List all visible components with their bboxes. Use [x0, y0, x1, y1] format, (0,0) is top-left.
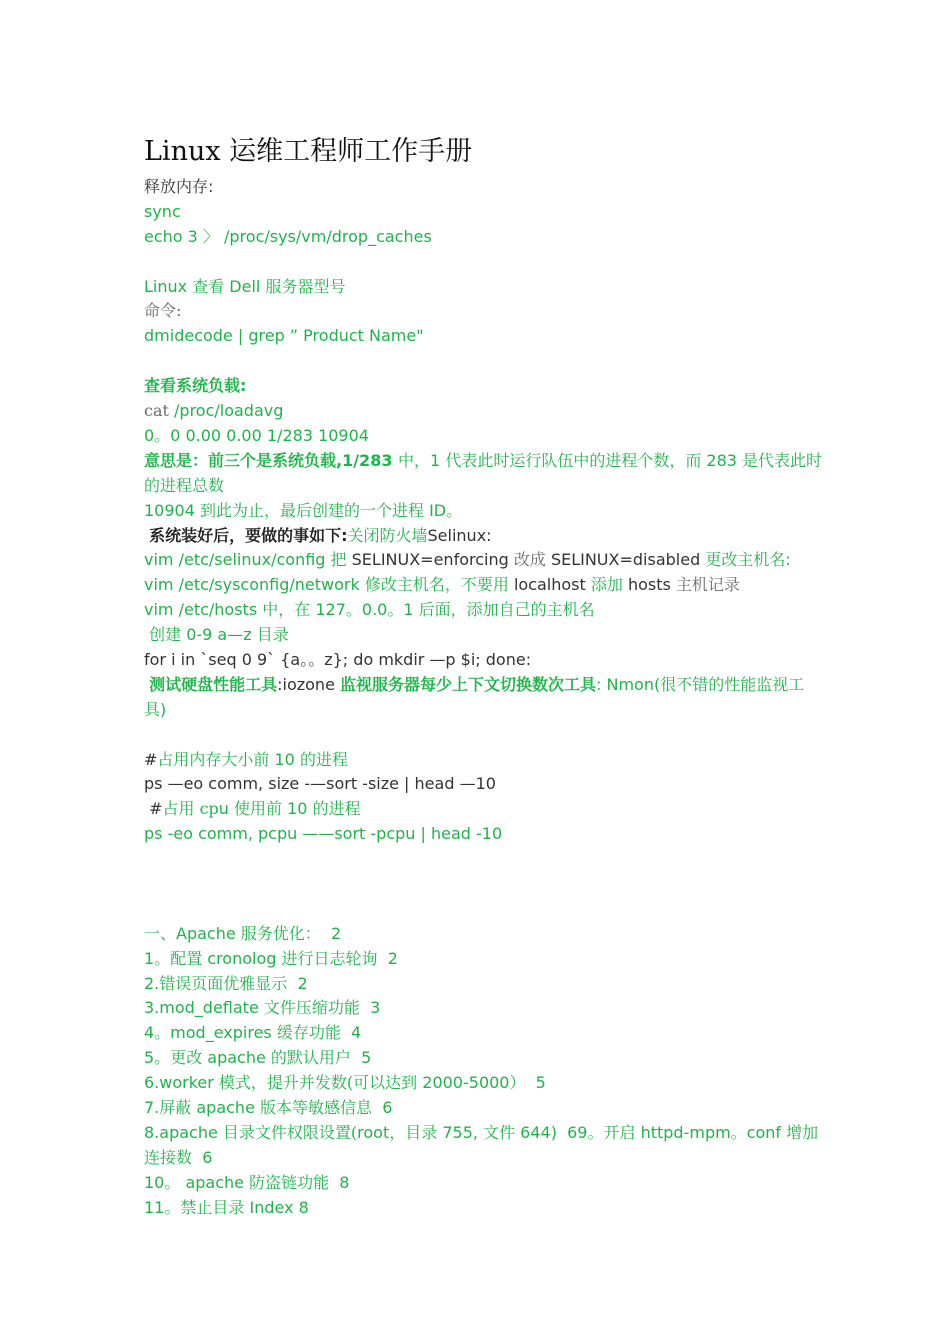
- spacer: [144, 723, 824, 748]
- mem-top-comment: #占用内存大小前 10 的进程: [144, 749, 348, 769]
- cpu-top-command: ps -eo comm, pcpu ——sort -pcpu | head -10: [144, 824, 503, 844]
- loadavg-command: cat /proc/loadavg: [144, 401, 284, 421]
- toc-entry[interactable]: 7.屏蔽 apache 版本等敏感信息 6: [144, 1098, 393, 1118]
- toc-entry[interactable]: 5。更改 apache 的默认用户 5: [144, 1048, 372, 1068]
- load-heading: 查看系统负载:: [144, 376, 247, 396]
- toc-entry[interactable]: 4。mod_expires 缓存功能 4: [144, 1023, 362, 1043]
- toc-entry[interactable]: 1。配置 cronolog 进行日志轮询 2: [144, 948, 398, 968]
- perf-tools-line: 测试硬盘性能工具:iozone 监视服务器每少上下文切换数次工具: Nmon(很不错的性能监视工具): [144, 674, 805, 719]
- dell-heading: Linux 查看 Dell 服务器型号: [144, 276, 346, 296]
- spacer: [144, 349, 824, 374]
- selinux-config-line: vim /etc/selinux/config 把 SELINUX=enforcing 改成 SELINUX=disabled 更改主机名:: [144, 550, 791, 570]
- spacer: [144, 250, 824, 275]
- create-dirs-line: 创建 0-9 a—z 目录: [149, 625, 289, 645]
- toc-entry[interactable]: 3.mod_deflate 文件压缩功能 3: [144, 998, 381, 1018]
- document-page: [144, 132, 824, 1221]
- network-config-line: vim /etc/sysconfig/network 修改主机名，不要用 localhost 添加 hosts 主机记录: [144, 575, 740, 595]
- dmidecode-command: dmidecode | grep ” Product Name": [144, 326, 424, 346]
- toc-entry[interactable]: 11。禁止目录 Index 8: [144, 1197, 309, 1217]
- spacer: [144, 847, 824, 922]
- hosts-config-line: vim /etc/hosts 中，在 127。0.0。1 后面，添加自己的主机名: [144, 600, 595, 620]
- sync-command: sync: [144, 201, 181, 221]
- load-meaning: 意思是：前三个是系统负载,1/283 中，1 代表此时运行队伍中的进程个数，而 283 是代表此时的进程总数: [144, 450, 823, 495]
- toc-entry[interactable]: 8.apache 目录文件权限设置(root，目录 755, 文件 644) 69。开启 httpd-mpm。conf 增加连接数 6: [144, 1122, 819, 1167]
- free-memory-label: 释放内存:: [144, 177, 214, 196]
- command-label: 命令:: [144, 301, 182, 321]
- loadavg-output: 0。0 0.00 0.00 1/283 10904: [144, 425, 369, 445]
- mkdir-loop-command: for i in `seq 0 9` {a。。z}; do mkdir —p $i; done:: [144, 649, 532, 669]
- last-pid-note: 10904 到此为止，最后创建的一个进程 ID。: [144, 500, 463, 520]
- drop-caches-command: echo 3 〉 /proc/sys/vm/drop_caches: [144, 226, 432, 246]
- toc-entry[interactable]: 一、Apache 服务优化： 2: [144, 923, 342, 943]
- mem-top-command: ps —eo comm, size -—sort -size | head —10: [144, 774, 496, 794]
- post-install-intro: 系统装好后，要做的事如下:关闭防火墙Selinux:: [149, 525, 492, 545]
- toc-entry[interactable]: 10。 apache 防盗链功能 8: [144, 1172, 350, 1192]
- cpu-top-comment: #占用 cpu 使用前 10 的进程: [149, 799, 361, 819]
- toc-entry[interactable]: 2.错误页面优雅显示 2: [144, 973, 308, 993]
- document-title: Linux 运维工程师工作手册: [144, 136, 473, 167]
- toc-entry[interactable]: 6.worker 模式，提升并发数(可以达到 2000-5000） 5: [144, 1073, 546, 1093]
